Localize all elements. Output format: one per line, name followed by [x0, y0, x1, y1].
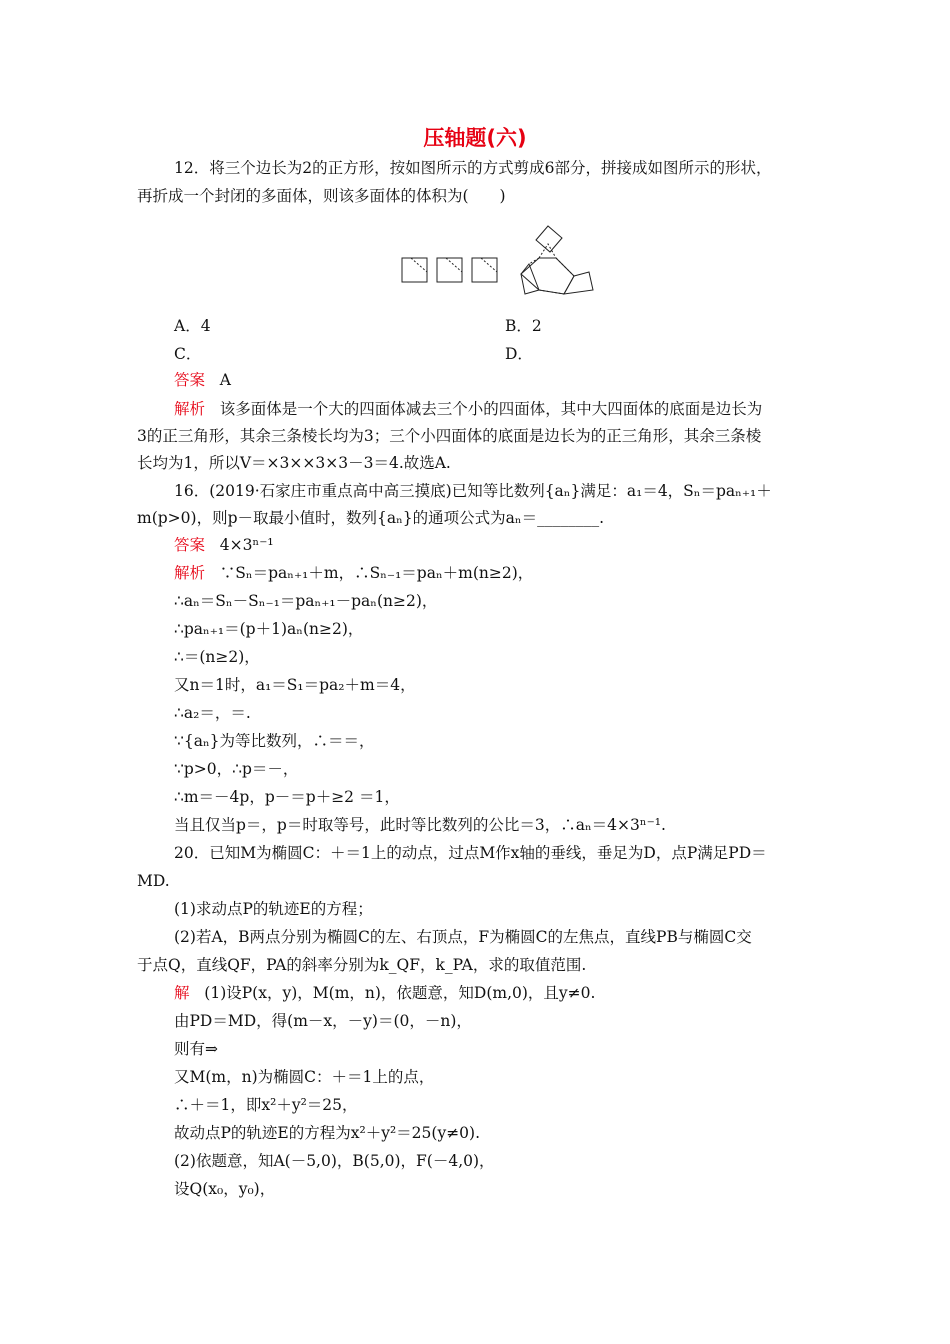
- q16-analysis-step-10: 当且仅当p＝，p＝时取等号，此时等比数列的公比＝3，∴aₙ＝4×3ⁿ⁻¹.: [174, 816, 666, 834]
- q12-stem-line1: 12．将三个边长为2的正方形，按如图所示的方式剪成6部分，拼接成如图所示的形状，: [174, 159, 772, 177]
- page-title: 压轴题(六): [423, 126, 527, 150]
- q16-analysis-step-1: 解析 ∵Sₙ＝paₙ₊₁＋m，∴Sₙ₋₁＝paₙ＋m(n≥2)，: [174, 564, 534, 582]
- q16-analysis-step-6: ∴a₂＝，＝.: [174, 704, 251, 722]
- q20-part2-line1: (2)若A，B两点分别为椭圆C的左、右顶点，F为椭圆C的左焦点，直线PB与椭圆C交: [174, 928, 752, 946]
- q16-analysis-step-3: ∴paₙ₊₁＝(p＋1)aₙ(n≥2)，: [174, 620, 364, 638]
- q20-solution-step-7: 设Q(x₀，y₀)，: [174, 1180, 276, 1198]
- q16-analysis-step-5: 又n＝1时，a₁＝S₁＝pa₂＋m＝4，: [174, 676, 416, 694]
- q16-stem-line1: 16．(2019·石家庄市重点高中高三摸底)已知等比数列{aₙ}满足：a₁＝4，Sₙ＝paₙ₊₁＋: [174, 482, 772, 500]
- q20-solution-step-5: 故动点P的轨迹E的方程为x²＋y²＝25(y≠0).: [174, 1124, 481, 1142]
- q12-option-c: C．: [174, 345, 202, 363]
- q20-stem-line1: 20．已知M为椭圆C：＋＝1上的动点，过点M作x轴的垂线，垂足为D，点P满足PD＝: [174, 844, 767, 862]
- q12-stem-line2: 再折成一个封闭的多面体，则该多面体的体积为( ): [137, 187, 506, 205]
- q16-analysis-step-7: ∵{aₙ}为等比数列，∴＝＝，: [174, 732, 375, 750]
- q12-analysis-line2: 3的正三角形，其余三条棱长均为3；三个小四面体的底面是边长为的正三角形，其余三条棱: [137, 427, 762, 445]
- solution-label: 解: [174, 984, 190, 1002]
- q12-option-d: D．: [505, 345, 533, 363]
- q20-stem-line2: MD.: [137, 872, 170, 890]
- q12-answer: [174, 370, 231, 390]
- analysis-label: 解析: [174, 400, 206, 418]
- q12-figure: [397, 220, 617, 300]
- answer-label: 答案: [174, 536, 206, 554]
- answer-value: A: [219, 371, 231, 389]
- q16-stem-line2: m(p>0)，则p－取最小值时，数列{aₙ}的通项公式为aₙ＝________.: [137, 509, 605, 527]
- q20-solution-step-3: 又M(m，n)为椭圆C：＋＝1上的点，: [174, 1068, 435, 1086]
- q20-solution-step-1: 由PD＝MD，得(m－x，－y)＝(0，－n)，: [174, 1012, 472, 1030]
- q20-solution-line1: 解 (1)设P(x，y)，M(m，n)，依题意，知D(m,0)，且y≠0.: [174, 984, 596, 1002]
- answer-value: 4×3ⁿ⁻¹: [219, 536, 274, 554]
- assembled-net: [521, 226, 593, 294]
- q20-solution-step-6: (2)依题意，知A(－5,0)，B(5,0)，F(－4,0)，: [174, 1152, 495, 1170]
- q12-analysis-line1: 解析 该多面体是一个大的四面体减去三个小的四面体，其中大四面体的底面是边长为: [174, 400, 763, 418]
- q20-part2-line2: 于点Q，直线QF，PA的斜率分别为k_QF，k_PA，求的取值范围.: [137, 956, 587, 974]
- q16-analysis-step-4: ∴＝(n≥2)，: [174, 648, 260, 666]
- q16-analysis-step-9: ∴m＝－4p，p－＝p＋≥2 ＝1，: [174, 788, 400, 806]
- q20-part1: (1)求动点P的轨迹E的方程；: [174, 900, 373, 918]
- q20-solution-step-4: ∴＋＝1，即x²＋y²＝25，: [174, 1096, 358, 1114]
- q16-analysis-step-8: ∵p>0，∴p＝－，: [174, 760, 299, 778]
- analysis-label: 解析: [174, 564, 206, 582]
- q12-option-b: B．2: [505, 317, 542, 335]
- q12-option-a: A．4: [174, 317, 211, 335]
- q16-analysis-step-2: ∴aₙ＝Sₙ－Sₙ₋₁＝paₙ₊₁－paₙ(n≥2)，: [174, 592, 438, 610]
- q16-answer: [174, 535, 274, 555]
- q12-analysis-line3: 长均为1，所以V＝×3××3×3－3＝4.故选A.: [137, 454, 451, 472]
- q20-solution-step-2: 则有⇒: [174, 1040, 218, 1058]
- answer-label: 答案: [174, 371, 206, 389]
